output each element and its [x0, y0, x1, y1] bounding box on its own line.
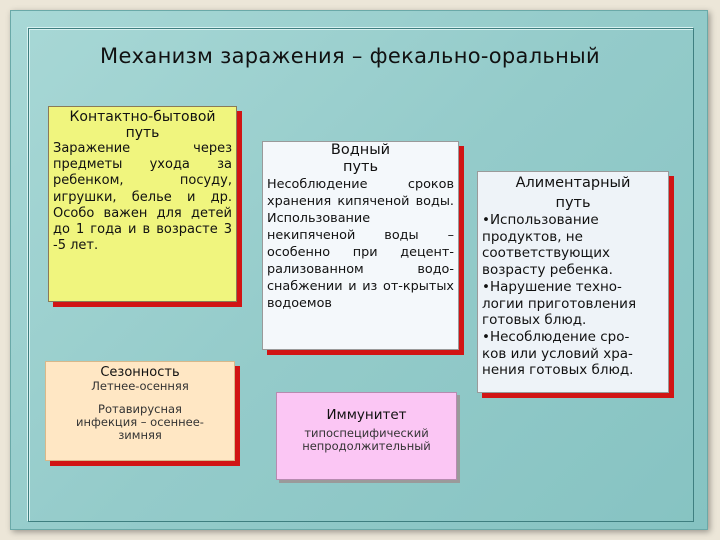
- alimentary-title-line2: путь: [555, 195, 591, 211]
- contact-text: Заражение через предметы ухода за ребенком, посуду, игрушки, белье и др. Особо важен для детей до 1 года и в возрасте 3 -5 лет.: [53, 141, 232, 254]
- contact-title-line1: Контактно-бытовой: [69, 109, 216, 125]
- alimentary-line: ков или условий хра-: [482, 345, 633, 362]
- seasonality-box: [45, 361, 235, 461]
- immunity-line: типоспецифический: [304, 426, 429, 440]
- alimentary-line: •Несоблюдение сро-: [482, 328, 630, 345]
- water-title-line1: Водный: [330, 142, 391, 158]
- immunity-box: [276, 392, 457, 480]
- alimentary-line: нения готовых блюд.: [482, 362, 634, 379]
- alimentary-line: •Использование: [482, 212, 599, 228]
- water-route-box: [262, 141, 459, 350]
- alimentary-route-box: [477, 171, 669, 393]
- water-title-line2: путь: [342, 159, 379, 175]
- alimentary-line: логии приготовления: [482, 295, 637, 312]
- season-line: инфекция – осеннее-: [76, 415, 204, 429]
- immunity-line: непродолжительный: [302, 439, 431, 453]
- alimentary-line: готовых блюд.: [482, 312, 587, 329]
- contact-title-line2: путь: [125, 125, 160, 141]
- season-title: Сезонность: [100, 365, 180, 380]
- season-line: Ротавирусная: [98, 402, 182, 416]
- alimentary-line: •Нарушение техно-: [482, 278, 622, 295]
- contact-household-route-box: [48, 106, 237, 302]
- alimentary-line: соответствующих: [482, 245, 611, 262]
- water-text: Несоблюдение сроков хранения кипяченой воды. Использование некипяченой воды – особенно при децент-рализованном водо-снабжении и из от-крытых водоемов: [267, 177, 454, 311]
- season-line: Летнее-осенняя: [91, 379, 189, 393]
- alimentary-line: продуктов, не: [482, 228, 583, 245]
- season-line: зимняя: [118, 428, 162, 442]
- immunity-title: Иммунитет: [326, 407, 407, 423]
- slide-title: Механизм заражения – фекально-оральный: [100, 44, 600, 68]
- alimentary-title-line1: Алиментарный: [515, 175, 631, 191]
- alimentary-line: возрасту ребенка.: [482, 262, 613, 279]
